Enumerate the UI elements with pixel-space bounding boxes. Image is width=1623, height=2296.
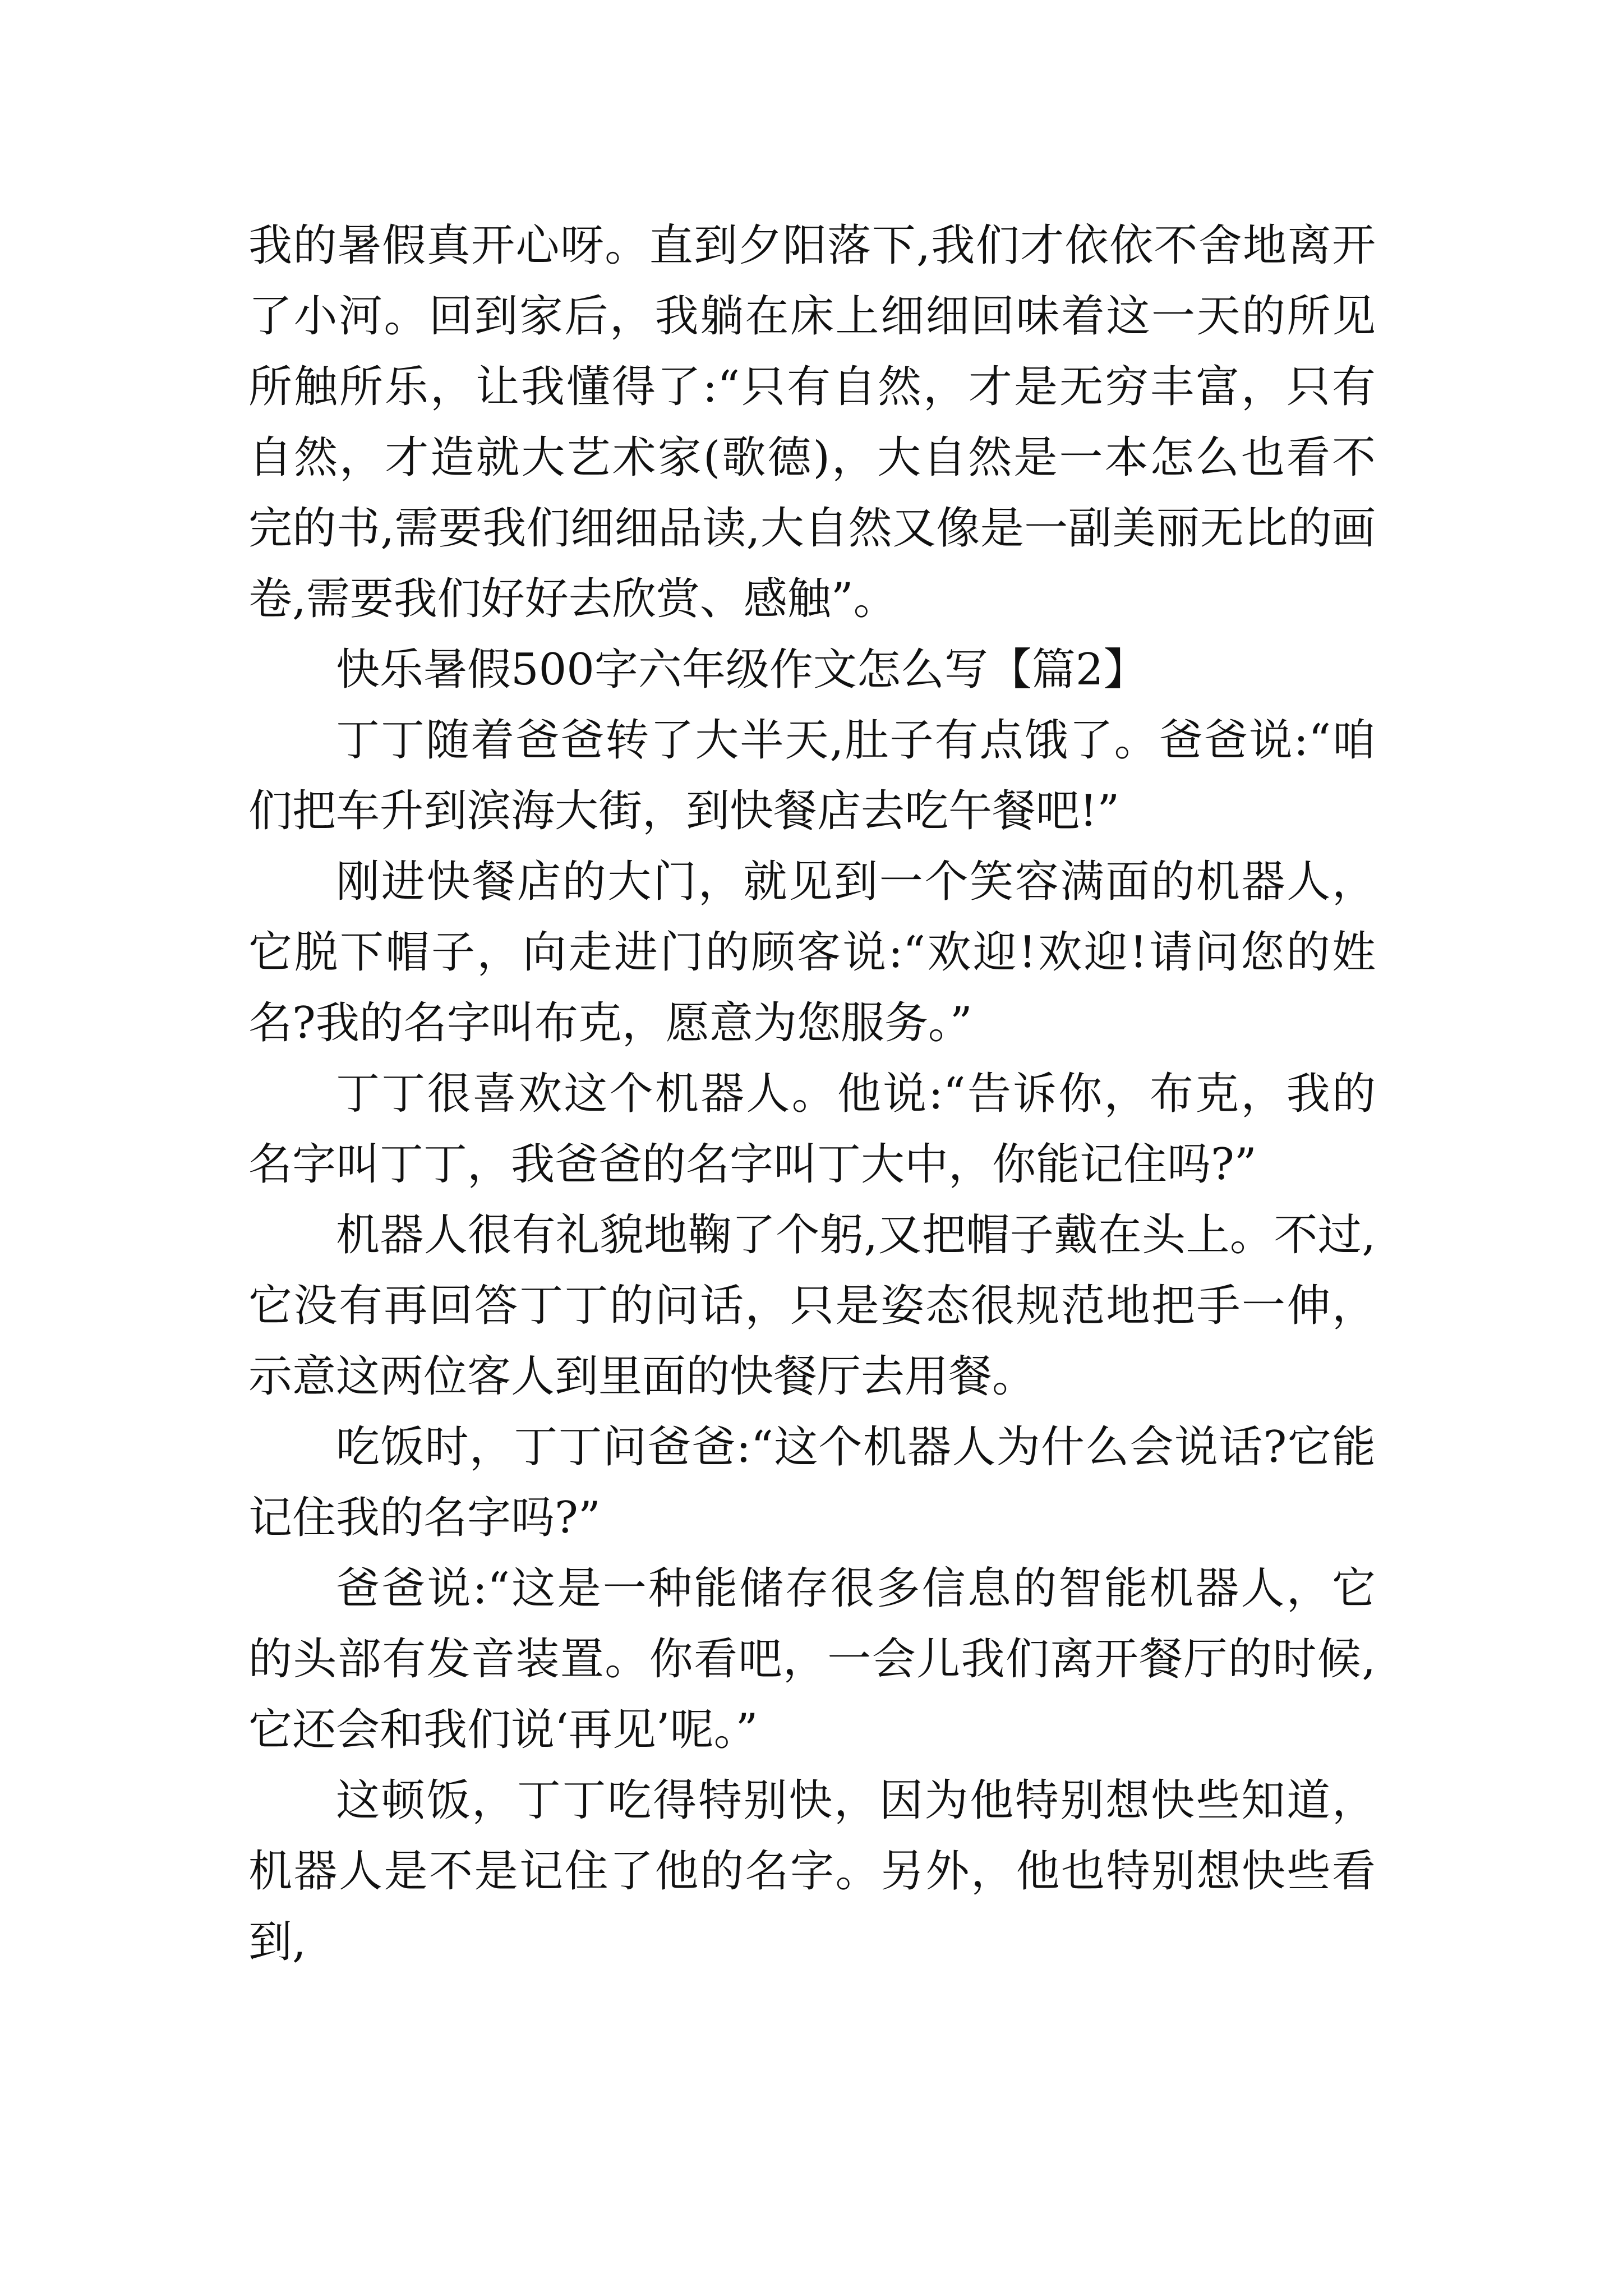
section-heading: 快乐暑假500字六年级作文怎么写【篇2】 — [336, 645, 1147, 695]
paragraph: 这顿饭，丁丁吃得特别快，因为他特别想快些知道，机器人是不是记住了他的名字。另外，他也特别想快些看到, — [248, 1775, 1376, 1967]
paragraph: 刚进快餐店的大门，就见到一个笑容满面的机器人，它脱下帽子，向走进门的顾客说:“欢迎!欢迎!请问您的姓名?我的名字叫布克，愿意为您服务。” — [248, 857, 1376, 1048]
paragraph: 丁丁随着爸爸转了大半天,肚子有点饿了。爸爸说:“咱们把车升到滨海大街，到快餐店去吃午餐吧!” — [248, 715, 1376, 836]
paragraph: 机器人很有礼貌地鞠了个躬,又把帽子戴在头上。不过,它没有再回答丁丁的问话，只是姿态很规范地把手一伸，示意这两位客人到里面的快餐厅去用餐。 — [248, 1210, 1376, 1402]
paragraph: 爸爸说:“这是一种能储存很多信息的智能机器人，它的头部有发音装置。你看吧，一会儿我们离开餐厅的时候,它还会和我们说‘再见’呢。” — [248, 1563, 1376, 1755]
paragraph: 吃饭时，丁丁问爸爸:“这个机器人为什么会说话?它能记住我的名字吗?” — [248, 1422, 1376, 1543]
document-body — [248, 210, 1376, 1977]
paragraph-continued: 我的暑假真开心呀。直到夕阳落下,我们才依依不舍地离开了小河。回到家后，我躺在床上细细回味着这一天的所见所触所乐，让我懂得了:“只有自然，才是无穷丰富，只有自然，才造就大艺术家(歌德)，大自然是一本怎么也看不完的书,需要我们细细品读,大自然又像是一副美丽无比的画卷,需要我们好好去欣赏、感触”。 — [248, 220, 1376, 624]
paragraph: 丁丁很喜欢这个机器人。他说:“告诉你，布克，我的名字叫丁丁，我爸爸的名字叫丁大中，你能记住吗?” — [248, 1069, 1376, 1190]
